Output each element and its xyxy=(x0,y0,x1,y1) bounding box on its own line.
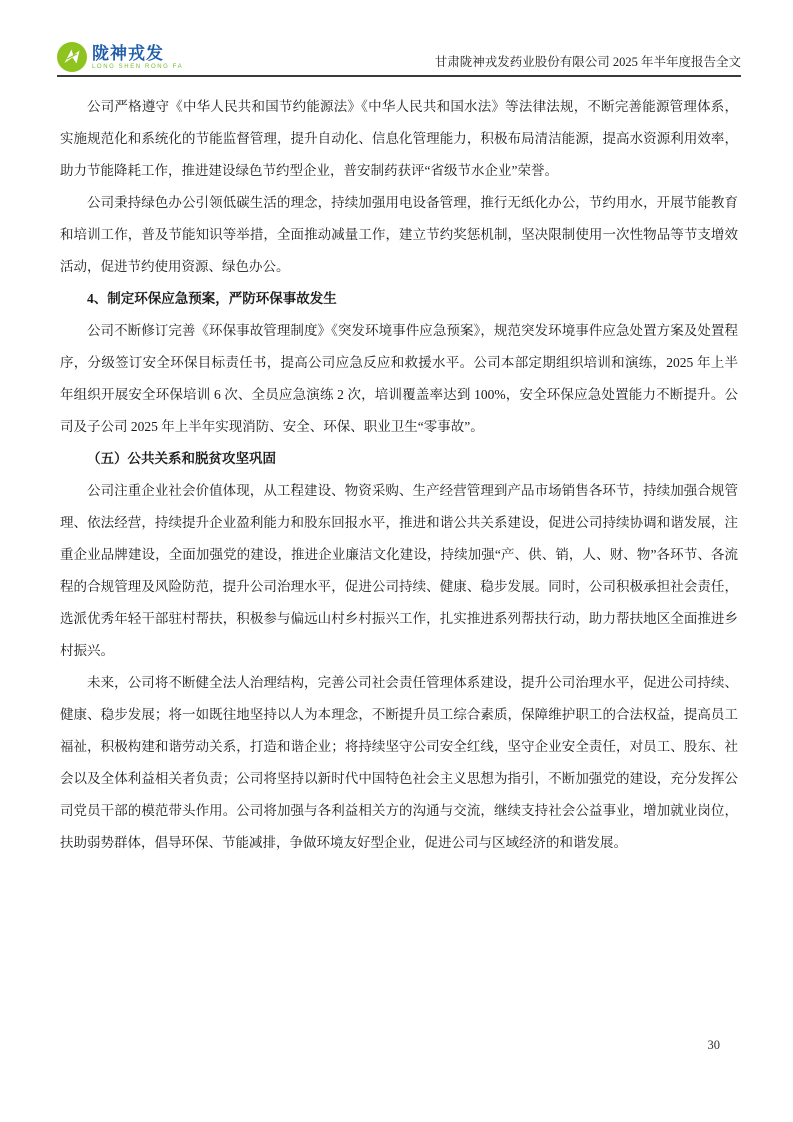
logo-text xyxy=(92,45,183,70)
document-body xyxy=(60,91,738,859)
company-logo xyxy=(57,42,183,72)
body-paragraph: 公司注重企业社会价值体现，从工程建设、物资采购、生产经营管理到产品市场销售各环节，持续加强合规管理、依法经营，持续提升企业盈利能力和股东回报水平，推进和谐公共关系建设，促进公司持续协调和谐发展，注重企业品牌建设，全面加强党的建设，推进企业廉洁文化建设，持续加强“产、供、销，人、财、物”各环节、各流程的合规管理及风险防范，提升公司治理水平，促进公司持续、健康、稳步发展。同时，公司积极承担社会责任，选派优秀年轻干部驻村帮扶，积极参与偏远山村乡村振兴工作，扎实推进系列帮扶行动，助力帮扶地区全面推进乡村振兴。 xyxy=(60,483,738,658)
page-number: 30 xyxy=(707,1038,720,1052)
body-paragraph: 公司严格遵守《中华人民共和国节约能源法》《中华人民共和国水法》等法律法规，不断完善能源管理体系，实施规范化和系统化的节能监督管理，提升自动化、信息化管理能力，积极布局清洁能源，提高水资源利用效率，助力节能降耗工作，推进建设绿色节约型企业，普安制药获评“省级节水企业”荣誉。 xyxy=(60,99,738,178)
logo-brand-cn: 陇神戎发 xyxy=(92,43,164,63)
section-heading: （五）公共关系和脱贫攻坚巩固 xyxy=(87,451,276,466)
body-paragraph: 未来，公司将不断健全法人治理结构，完善公司社会责任管理体系建设，提升公司治理水平，促进公司持续、健康、稳步发展；将一如既往地坚持以人为本理念，不断提升员工综合素质，保障维护职工的合法权益，提高员工福祉，积极构建和谐劳动关系，打造和谐企业；将持续坚守公司安全红线，坚守企业安全责任，对员工、股东、社会以及全体利益相关者负责；公司将坚持以新时代中国特色社会主义思想为指引，不断加强党的建设，充分发挥公司党员干部的模范带头作用。公司将加强与各利益相关方的沟通与交流，继续支持社会公益事业，增加就业岗位，扶助弱势群体，倡导环保、节能减排，争做环境友好型企业，促进公司与区域经济的和谐发展。 xyxy=(60,675,738,850)
report-title: 甘肃陇神戎发药业股份有限公司 2025 年半年度报告全文 xyxy=(434,55,741,69)
page-header xyxy=(57,0,741,77)
logo-brand-en: LONG SHEN RONG FA xyxy=(92,63,184,70)
body-paragraph: 公司秉持绿色办公引领低碳生活的理念，持续加强用电设备管理，推行无纸化办公，节约用水，开展节能教育和培训工作，普及节能知识等举措，全面推动减量工作，建立节约奖惩机制，坚决限制使用一次性物品等节支增效活动，促进节约使用资源、绿色办公。 xyxy=(60,195,738,274)
body-paragraph: 公司不断修订完善《环保事故管理制度》《突发环境事件应急预案》，规范突发环境事件应急处置方案及处置程序，分级签订安全环保目标责任书，提高公司应急反应和救援水平。公司本部定期组织培训和演练，2025 年上半年组织开展安全环保培训 6 次、全员应急演练 2 次，培训覆盖率达到 100%，安全环保应急处置能力不断提升。公司及子公司 2025 年上半年实现消防、安全、环保、职业卫生“零事故”。 xyxy=(60,323,738,434)
section-heading: 4、制定环保应急预案，严防环保事故发生 xyxy=(87,291,337,306)
company-logo-icon xyxy=(57,42,87,72)
